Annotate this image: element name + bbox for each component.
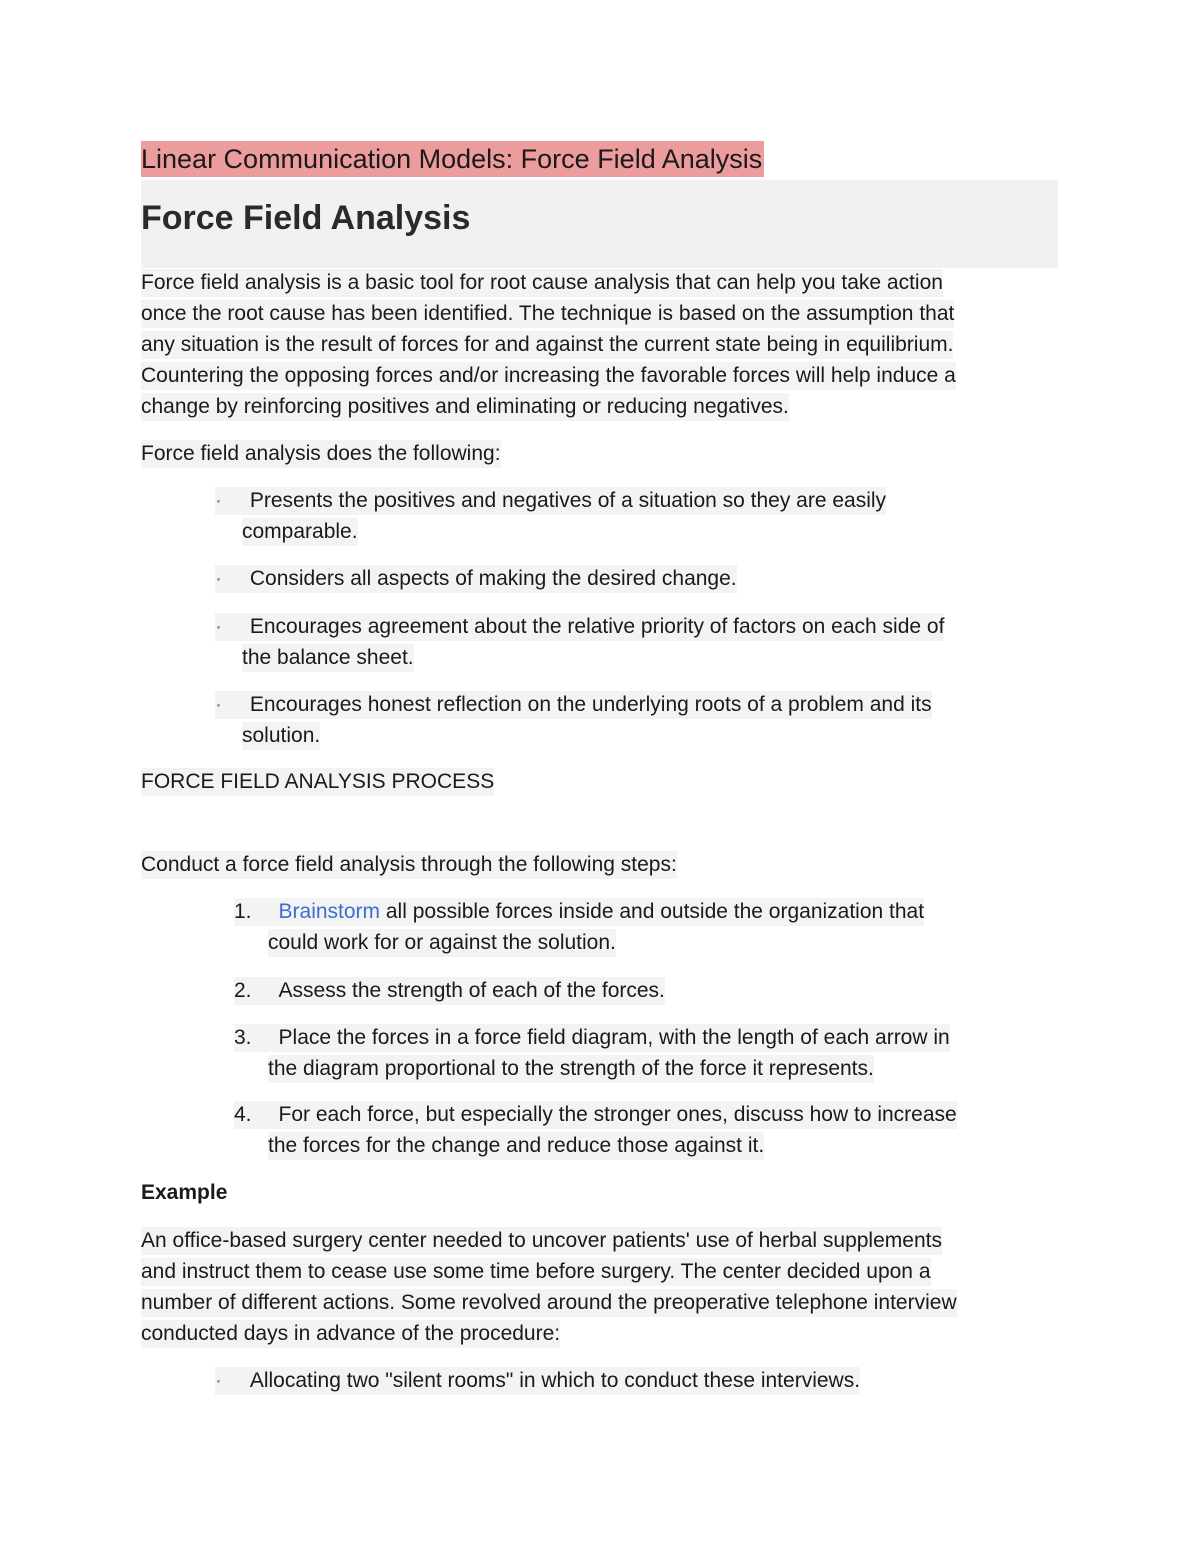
example-heading: Example — [141, 1181, 228, 1204]
intro-line: Force field analysis is a basic tool for root cause analysis that can help you take action — [141, 269, 943, 297]
example-line: and instruct them to cease use some time before surgery. The center decided upon a — [141, 1258, 931, 1286]
brainstorm-link[interactable]: Brainstorm — [278, 900, 381, 923]
list-item — [215, 613, 944, 641]
section-heading: Force Field Analysis — [141, 199, 471, 237]
bullet-marker: · — [215, 693, 222, 716]
example-line: An office-based surgery center needed to uncover patients' use of herbal supplements — [141, 1227, 942, 1255]
steps-intro: Conduct a force field analysis through the following steps: — [141, 851, 677, 879]
step-continuation: the diagram proportional to the strength of the force it represents. — [268, 1055, 874, 1083]
intro-line: any situation is the result of forces for and against the current state being in equilibrium. — [141, 331, 953, 359]
list-item — [215, 691, 932, 719]
step-number: 2. — [234, 979, 252, 1002]
list-item-text: Presents the positives and negatives of a situation so they are easily — [249, 489, 887, 512]
list-item — [215, 487, 886, 515]
step-text: Place the forces in a force field diagram, with the length of each arrow in — [278, 1026, 950, 1049]
intro-line: Countering the opposing forces and/or increasing the favorable forces will help induce a — [141, 362, 956, 390]
step-item — [234, 898, 924, 926]
step-text: Assess the strength of each of the forces. — [278, 979, 665, 1002]
step-number: 3. — [234, 1026, 252, 1049]
step-text: For each force, but especially the stronger ones, discuss how to increase — [278, 1103, 957, 1126]
step-item — [234, 1101, 957, 1129]
bullet-marker: · — [215, 567, 222, 590]
list-item-text: Encourages honest reflection on the underlying roots of a problem and its — [249, 693, 932, 716]
bullet-marker: · — [215, 489, 222, 512]
step-continuation: the forces for the change and reduce those against it. — [268, 1132, 764, 1160]
list-item — [215, 1367, 860, 1395]
step-item — [234, 1024, 950, 1052]
does-intro: Force field analysis does the following: — [141, 440, 501, 468]
list-item-continuation: comparable. — [242, 518, 358, 546]
list-item — [215, 565, 737, 593]
list-item-continuation: solution. — [242, 722, 320, 750]
step-item — [234, 977, 665, 1005]
list-item-text: Allocating two "silent rooms" in which to conduct these interviews. — [249, 1369, 861, 1392]
process-heading: FORCE FIELD ANALYSIS PROCESS — [141, 768, 494, 796]
list-item-text: Considers all aspects of making the desired change. — [249, 567, 737, 590]
intro-line: change by reinforcing positives and eliminating or reducing negatives. — [141, 393, 789, 421]
step-text: all possible forces inside and outside the organization that — [380, 900, 925, 923]
list-item-continuation: the balance sheet. — [242, 644, 414, 672]
step-number: 4. — [234, 1103, 252, 1126]
bullet-marker: · — [215, 615, 222, 638]
step-number: 1. — [234, 900, 252, 923]
heading-block — [141, 180, 1058, 268]
list-item-text: Encourages agreement about the relative priority of factors on each side of — [249, 615, 945, 638]
example-line: conducted days in advance of the procedure: — [141, 1320, 560, 1348]
bullet-marker: · — [215, 1369, 222, 1392]
document-title: Linear Communication Models: Force Field Analysis — [141, 141, 764, 177]
example-line: number of different actions. Some revolved around the preoperative telephone interview — [141, 1289, 957, 1317]
intro-line: once the root cause has been identified. The technique is based on the assumption that — [141, 300, 954, 328]
step-continuation: could work for or against the solution. — [268, 929, 616, 957]
